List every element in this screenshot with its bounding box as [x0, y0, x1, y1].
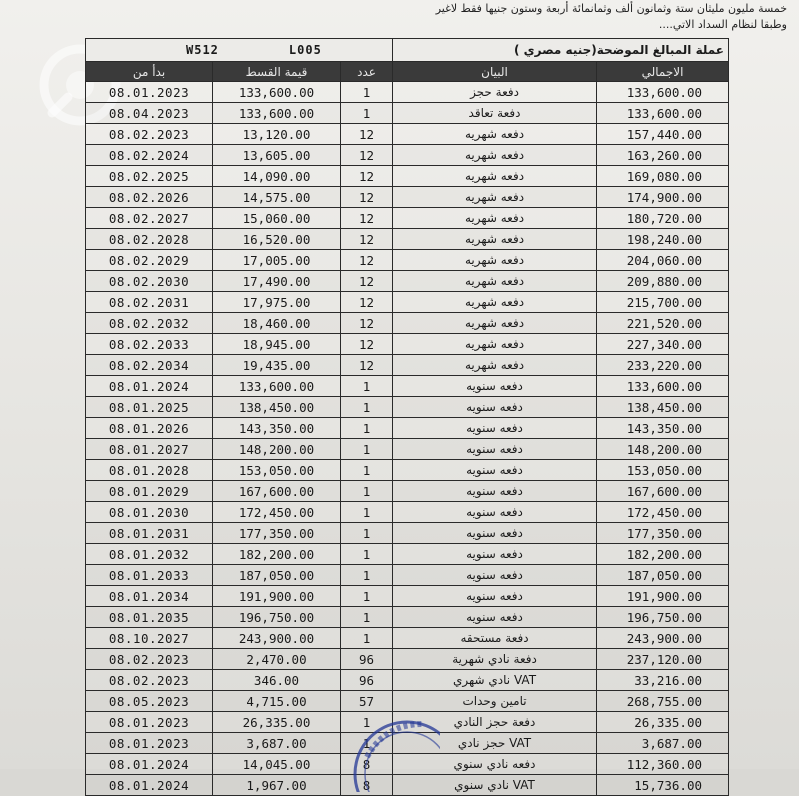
table-header-row — [86, 62, 729, 82]
cell-installment-value: 17,005.00 — [213, 250, 341, 271]
header-count: عدد — [341, 62, 393, 82]
cell-count: 1 — [341, 586, 393, 607]
cell-date: 08.02.2023 — [86, 670, 213, 691]
cell-date: 08.02.2029 — [86, 250, 213, 271]
cell-installment-value: 3,687.00 — [213, 733, 341, 754]
cell-total: 182,200.00 — [597, 544, 729, 565]
cell-description: دفعه شهريه — [393, 292, 597, 313]
cell-date: 08.01.2033 — [86, 565, 213, 586]
cell-installment-value: 2,470.00 — [213, 649, 341, 670]
table-row — [86, 124, 729, 145]
cell-total: 133,600.00 — [597, 376, 729, 397]
cell-total: 33,216.00 — [597, 670, 729, 691]
cell-description: دفعه شهريه — [393, 208, 597, 229]
table-row — [86, 313, 729, 334]
table-row — [86, 502, 729, 523]
table-row — [86, 460, 729, 481]
table-row — [86, 397, 729, 418]
cell-count: 12 — [341, 145, 393, 166]
unit-code-building: W512 — [186, 43, 219, 57]
table-row — [86, 586, 729, 607]
cell-count: 12 — [341, 292, 393, 313]
cell-description: تامين وحدات — [393, 691, 597, 712]
cell-date: 08.01.2023 — [86, 82, 213, 103]
cell-installment-value: 167,600.00 — [213, 481, 341, 502]
cell-count: 1 — [341, 439, 393, 460]
cell-date: 08.01.2028 — [86, 460, 213, 481]
cell-total: 172,450.00 — [597, 502, 729, 523]
cell-installment-value: 18,460.00 — [213, 313, 341, 334]
cell-installment-value: 14,090.00 — [213, 166, 341, 187]
cell-count: 12 — [341, 166, 393, 187]
cell-date: 08.01.2034 — [86, 586, 213, 607]
cell-count: 1 — [341, 544, 393, 565]
cell-total: 3,687.00 — [597, 733, 729, 754]
cell-total: 215,700.00 — [597, 292, 729, 313]
cell-date: 08.01.2024 — [86, 754, 213, 775]
cell-installment-value: 196,750.00 — [213, 607, 341, 628]
cell-date: 08.01.2023 — [86, 712, 213, 733]
cell-date: 08.02.2023 — [86, 124, 213, 145]
cell-description: دفعة مستحقه — [393, 628, 597, 649]
cell-total: 209,880.00 — [597, 271, 729, 292]
cell-date: 08.01.2029 — [86, 481, 213, 502]
table-row — [86, 103, 729, 124]
table-row — [86, 250, 729, 271]
cell-date: 08.01.2024 — [86, 376, 213, 397]
cell-installment-value: 243,900.00 — [213, 628, 341, 649]
cell-date: 08.01.2027 — [86, 439, 213, 460]
cell-description: دفعة تعاقد — [393, 103, 597, 124]
cell-count: 96 — [341, 670, 393, 691]
cell-installment-value: 153,050.00 — [213, 460, 341, 481]
cell-date: 08.01.2032 — [86, 544, 213, 565]
cell-count: 1 — [341, 712, 393, 733]
table-row — [86, 208, 729, 229]
cell-description: دفعه سنويه — [393, 460, 597, 481]
cell-total: 174,900.00 — [597, 187, 729, 208]
cell-total: 177,350.00 — [597, 523, 729, 544]
cell-total: 133,600.00 — [597, 82, 729, 103]
cell-count: 12 — [341, 124, 393, 145]
table-row — [86, 82, 729, 103]
unit-code-unit: L005 — [288, 43, 322, 57]
cell-date: 08.01.2031 — [86, 523, 213, 544]
cell-count: 12 — [341, 250, 393, 271]
cell-date: 08.01.2025 — [86, 397, 213, 418]
table-row — [86, 607, 729, 628]
table-row — [86, 628, 729, 649]
cell-installment-value: 15,060.00 — [213, 208, 341, 229]
cell-total: 233,220.00 — [597, 355, 729, 376]
cell-installment-value: 4,715.00 — [213, 691, 341, 712]
cell-date: 08.02.2024 — [86, 145, 213, 166]
cell-description: دفعه سنويه — [393, 565, 597, 586]
cell-count: 8 — [341, 775, 393, 796]
cell-total: 221,520.00 — [597, 313, 729, 334]
cell-description: دفعة حجز النادي — [393, 712, 597, 733]
cell-installment-value: 17,490.00 — [213, 271, 341, 292]
cell-date: 08.02.2026 — [86, 187, 213, 208]
cell-installment-value: 133,600.00 — [213, 82, 341, 103]
cell-total: 157,440.00 — [597, 124, 729, 145]
cell-description: دفعه شهريه — [393, 187, 597, 208]
header-date: بدأ من — [86, 62, 213, 82]
cell-description: دفعه سنويه — [393, 544, 597, 565]
cell-date: 08.02.2025 — [86, 166, 213, 187]
official-stamp-seal — [345, 712, 440, 792]
cell-installment-value: 26,335.00 — [213, 712, 341, 733]
cell-description: دفعه شهريه — [393, 250, 597, 271]
cell-count: 1 — [341, 481, 393, 502]
cell-total: 26,335.00 — [597, 712, 729, 733]
table-row — [86, 376, 729, 397]
cell-description: VAT حجز نادي — [393, 733, 597, 754]
cell-count: 1 — [341, 460, 393, 481]
cell-count: 12 — [341, 187, 393, 208]
cell-total: 198,240.00 — [597, 229, 729, 250]
cell-count: 12 — [341, 334, 393, 355]
cell-description: دفعه سنويه — [393, 439, 597, 460]
cell-count: 1 — [341, 418, 393, 439]
cell-description: دفعه شهريه — [393, 334, 597, 355]
cell-description: دفعه شهريه — [393, 271, 597, 292]
cell-total: 138,450.00 — [597, 397, 729, 418]
cell-description: دفعه سنويه — [393, 502, 597, 523]
table-row — [86, 481, 729, 502]
cell-count: 8 — [341, 754, 393, 775]
cell-installment-value: 19,435.00 — [213, 355, 341, 376]
cell-date: 08.02.2030 — [86, 271, 213, 292]
cell-description: دفعه سنويه — [393, 607, 597, 628]
cell-date: 08.02.2028 — [86, 229, 213, 250]
table-row — [86, 670, 729, 691]
cell-date: 08.02.2023 — [86, 649, 213, 670]
cell-installment-value: 17,975.00 — [213, 292, 341, 313]
cell-count: 12 — [341, 271, 393, 292]
cell-description: دفعه سنويه — [393, 397, 597, 418]
cell-total: 204,060.00 — [597, 250, 729, 271]
payment-system-line: وطبقا لنظام السداد الاتي.... — [658, 18, 787, 31]
cell-installment-value: 187,050.00 — [213, 565, 341, 586]
cell-date: 08.02.2034 — [86, 355, 213, 376]
payment-schedule-table — [85, 38, 729, 796]
cell-count: 1 — [341, 565, 393, 586]
cell-installment-value: 13,120.00 — [213, 124, 341, 145]
table-row — [86, 523, 729, 544]
cell-total: 243,900.00 — [597, 628, 729, 649]
cell-description: VAT نادي سنوي — [393, 775, 597, 796]
cell-description: دفعة حجز — [393, 82, 597, 103]
table-row — [86, 334, 729, 355]
unit-codes — [86, 39, 393, 62]
table-row — [86, 418, 729, 439]
table-row — [86, 691, 729, 712]
cell-date: 08.02.2032 — [86, 313, 213, 334]
cell-total: 169,080.00 — [597, 166, 729, 187]
cell-count: 12 — [341, 355, 393, 376]
cell-date: 08.01.2035 — [86, 607, 213, 628]
cell-description: دفعه سنويه — [393, 376, 597, 397]
cell-count: 12 — [341, 313, 393, 334]
cell-installment-value: 13,605.00 — [213, 145, 341, 166]
cell-installment-value: 14,575.00 — [213, 187, 341, 208]
cell-description: دفعه شهريه — [393, 166, 597, 187]
cell-description: دفعه شهريه — [393, 229, 597, 250]
cell-date: 08.04.2023 — [86, 103, 213, 124]
cell-total: 191,900.00 — [597, 586, 729, 607]
cell-date: 08.01.2030 — [86, 502, 213, 523]
currency-note: عملة المبالغ الموضحة(جنيه مصري ) — [393, 39, 729, 62]
cell-total: 237,120.00 — [597, 649, 729, 670]
table-row — [86, 439, 729, 460]
cell-total: 143,350.00 — [597, 418, 729, 439]
cell-installment-value: 18,945.00 — [213, 334, 341, 355]
cell-description: دفعه سنويه — [393, 418, 597, 439]
table-row — [86, 229, 729, 250]
cell-date: 08.01.2023 — [86, 733, 213, 754]
table-row — [86, 187, 729, 208]
table-row — [86, 565, 729, 586]
cell-description: دفعه سنويه — [393, 481, 597, 502]
cell-description: دفعه سنويه — [393, 586, 597, 607]
cell-installment-value: 1,967.00 — [213, 775, 341, 796]
cell-count: 96 — [341, 649, 393, 670]
header-installment-value: قيمة القسط — [213, 62, 341, 82]
cell-description: دفعة نادي شهرية — [393, 649, 597, 670]
cell-total: 133,600.00 — [597, 103, 729, 124]
cell-count: 1 — [341, 502, 393, 523]
cell-installment-value: 143,350.00 — [213, 418, 341, 439]
cell-count: 1 — [341, 103, 393, 124]
cell-count: 1 — [341, 397, 393, 418]
cell-count: 1 — [341, 628, 393, 649]
cell-date: 08.02.2027 — [86, 208, 213, 229]
cell-description: دفعه نادي سنوي — [393, 754, 597, 775]
cell-count: 12 — [341, 208, 393, 229]
cell-description: دفعه سنويه — [393, 523, 597, 544]
cell-total: 153,050.00 — [597, 460, 729, 481]
cell-installment-value: 172,450.00 — [213, 502, 341, 523]
cell-installment-value: 177,350.00 — [213, 523, 341, 544]
cell-installment-value: 133,600.00 — [213, 376, 341, 397]
table-row — [86, 292, 729, 313]
table-row — [86, 166, 729, 187]
table-row — [86, 271, 729, 292]
cell-date: 08.02.2031 — [86, 292, 213, 313]
cell-total: 163,260.00 — [597, 145, 729, 166]
cell-count: 1 — [341, 733, 393, 754]
cell-date: 08.01.2026 — [86, 418, 213, 439]
cell-description: دفعه شهريه — [393, 355, 597, 376]
cell-total: 15,736.00 — [597, 775, 729, 796]
cell-count: 1 — [341, 523, 393, 544]
table-row — [86, 145, 729, 166]
cell-count: 1 — [341, 376, 393, 397]
cell-total: 268,755.00 — [597, 691, 729, 712]
cell-installment-value: 133,600.00 — [213, 103, 341, 124]
table-row — [86, 355, 729, 376]
table-caption-row — [86, 39, 729, 62]
table-row — [86, 649, 729, 670]
cell-date: 08.10.2027 — [86, 628, 213, 649]
cell-count: 1 — [341, 82, 393, 103]
cell-total: 196,750.00 — [597, 607, 729, 628]
cell-total: 167,600.00 — [597, 481, 729, 502]
cell-count: 12 — [341, 229, 393, 250]
cell-date: 08.01.2024 — [86, 775, 213, 796]
amount-in-words-line: خمسة مليون مليثان ستة وثمانون ألف وثمانمائة أربعة وستون جنيها فقط لاغير — [435, 2, 787, 15]
cell-count: 57 — [341, 691, 393, 712]
cell-total: 112,360.00 — [597, 754, 729, 775]
header-total: الاجمالي — [597, 62, 729, 82]
cell-total: 227,340.00 — [597, 334, 729, 355]
cell-date: 08.02.2033 — [86, 334, 213, 355]
cell-description: VAT نادي شهري — [393, 670, 597, 691]
cell-installment-value: 14,045.00 — [213, 754, 341, 775]
cell-date: 08.05.2023 — [86, 691, 213, 712]
cell-installment-value: 16,520.00 — [213, 229, 341, 250]
cell-total: 148,200.00 — [597, 439, 729, 460]
cell-installment-value: 148,200.00 — [213, 439, 341, 460]
table-row — [86, 544, 729, 565]
cell-total: 187,050.00 — [597, 565, 729, 586]
cell-installment-value: 138,450.00 — [213, 397, 341, 418]
cell-description: دفعه شهريه — [393, 145, 597, 166]
cell-installment-value: 346.00 — [213, 670, 341, 691]
cell-description: دفعه شهريه — [393, 313, 597, 334]
cell-description: دفعه شهريه — [393, 124, 597, 145]
cell-installment-value: 191,900.00 — [213, 586, 341, 607]
cell-count: 1 — [341, 607, 393, 628]
cell-total: 180,720.00 — [597, 208, 729, 229]
cell-installment-value: 182,200.00 — [213, 544, 341, 565]
header-description: البيان — [393, 62, 597, 82]
